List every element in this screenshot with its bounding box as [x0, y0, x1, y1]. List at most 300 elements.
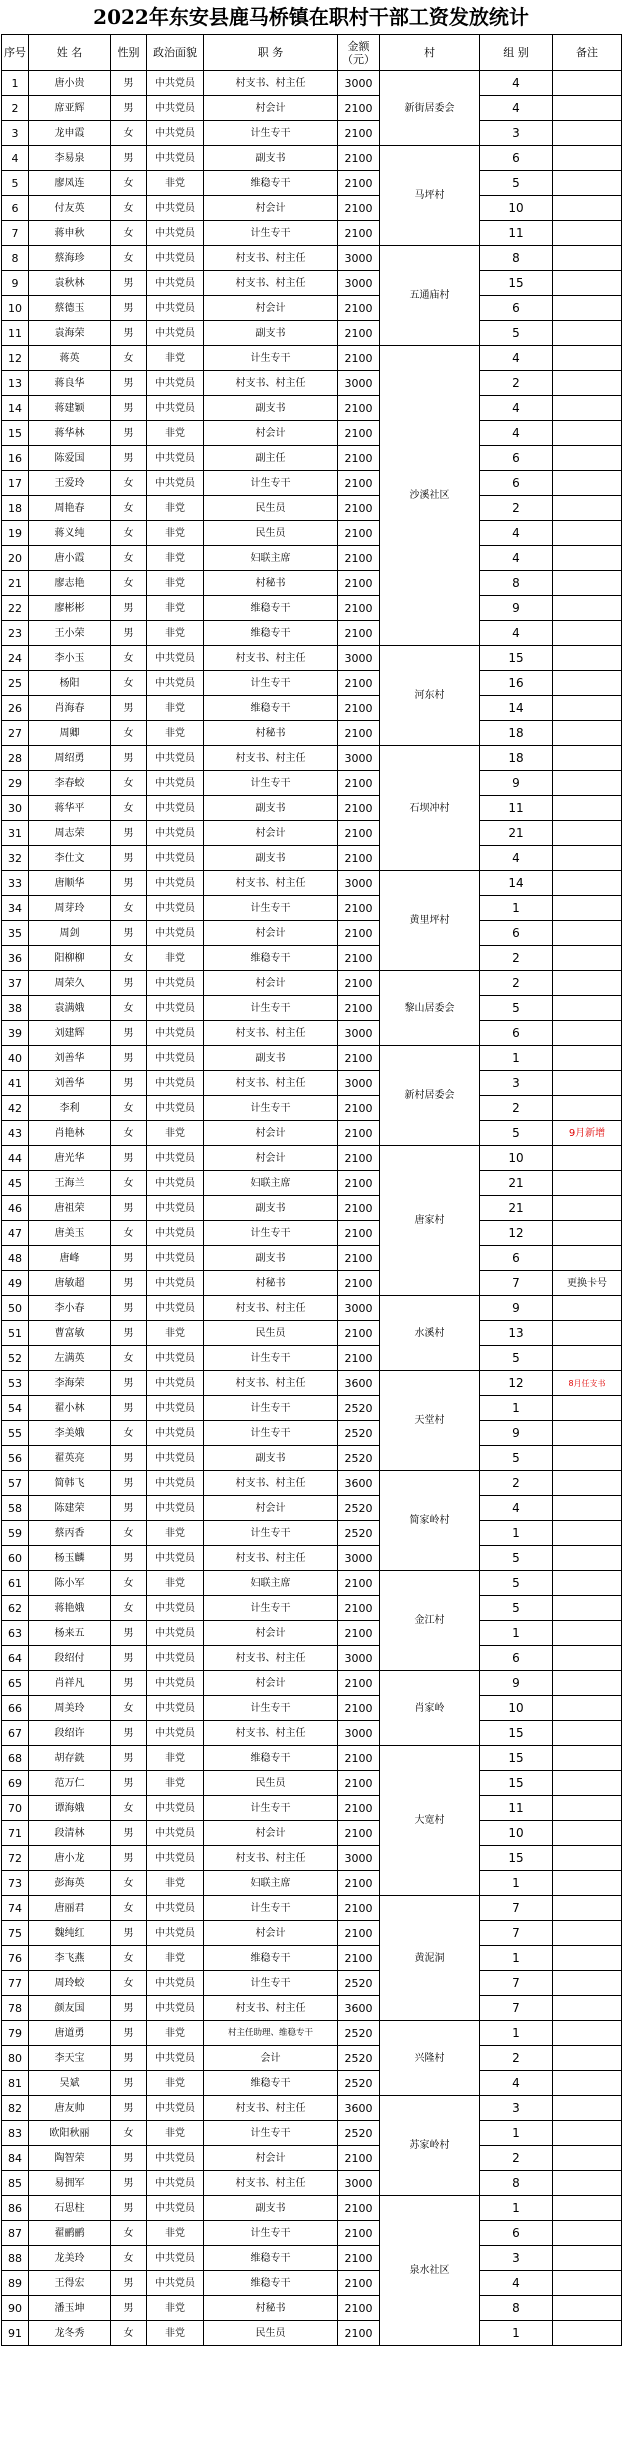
cell-name: 简韩飞 [29, 1471, 111, 1496]
cell-group: 2 [480, 2046, 553, 2071]
cell-politics: 中共党员 [147, 1496, 204, 1521]
cell-amount: 2100 [338, 2296, 380, 2321]
cell-remark [553, 496, 622, 521]
cell-group: 10 [480, 1146, 553, 1171]
cell-name: 蒋华林 [29, 421, 111, 446]
cell-amount: 2100 [338, 896, 380, 921]
cell-name: 石思柱 [29, 2196, 111, 2221]
cell-amount: 3600 [338, 2096, 380, 2121]
cell-remark [553, 1496, 622, 1521]
cell-group: 14 [480, 871, 553, 896]
cell-gender: 女 [111, 946, 147, 971]
cell-group: 1 [480, 1621, 553, 1646]
cell-group: 3 [480, 1071, 553, 1096]
table-row [2, 2296, 622, 2321]
cell-seq: 4 [2, 146, 29, 171]
cell-position: 副支书 [204, 2196, 338, 2221]
cell-position: 妇联主席 [204, 1171, 338, 1196]
table-row [2, 421, 622, 446]
cell-amount: 2100 [338, 696, 380, 721]
cell-group: 4 [480, 846, 553, 871]
cell-position: 副支书 [204, 846, 338, 871]
cell-name: 蒋义纯 [29, 521, 111, 546]
table-row [2, 871, 622, 896]
cell-group: 7 [480, 1271, 553, 1296]
cell-name: 李春蛟 [29, 771, 111, 796]
header-amount: 金额（元） [338, 35, 380, 71]
cell-group: 12 [480, 1371, 553, 1396]
cell-seq: 35 [2, 921, 29, 946]
cell-gender: 男 [111, 1621, 147, 1646]
cell-politics: 中共党员 [147, 1271, 204, 1296]
cell-politics: 中共党员 [147, 2046, 204, 2071]
cell-remark [553, 2321, 622, 2346]
cell-name: 李天宝 [29, 2046, 111, 2071]
cell-group: 6 [480, 1246, 553, 1271]
cell-politics: 非党 [147, 621, 204, 646]
cell-politics: 中共党员 [147, 2271, 204, 2296]
cell-politics: 中共党员 [147, 1296, 204, 1321]
cell-gender: 男 [111, 1146, 147, 1171]
table-row [2, 1496, 622, 1521]
cell-seq: 67 [2, 1721, 29, 1746]
cell-remark [553, 146, 622, 171]
cell-group: 2 [480, 1096, 553, 1121]
cell-group: 4 [480, 96, 553, 121]
cell-seq: 30 [2, 796, 29, 821]
cell-seq: 74 [2, 1896, 29, 1921]
cell-name: 蒋建颖 [29, 396, 111, 421]
cell-group: 7 [480, 1971, 553, 1996]
cell-seq: 33 [2, 871, 29, 896]
cell-amount: 2100 [338, 1121, 380, 1146]
cell-remark [553, 721, 622, 746]
cell-politics: 中共党员 [147, 396, 204, 421]
cell-position: 村会计 [204, 2146, 338, 2171]
cell-politics: 中共党员 [147, 371, 204, 396]
cell-remark: 8月任支书 [553, 1371, 622, 1396]
cell-amount: 2100 [338, 921, 380, 946]
cell-amount: 2100 [338, 1571, 380, 1596]
table-row [2, 1946, 622, 1971]
cell-remark [553, 1696, 622, 1721]
cell-remark [553, 796, 622, 821]
table-row [2, 1996, 622, 2021]
cell-group: 21 [480, 1196, 553, 1221]
cell-politics: 中共党员 [147, 821, 204, 846]
cell-name: 唐峰 [29, 1246, 111, 1271]
table-row [2, 1721, 622, 1746]
cell-gender: 男 [111, 1296, 147, 1321]
cell-politics: 中共党员 [147, 1246, 204, 1271]
cell-amount: 3000 [338, 2171, 380, 2196]
cell-position: 计生专干 [204, 1396, 338, 1421]
cell-seq: 66 [2, 1696, 29, 1721]
cell-position: 计生专干 [204, 1596, 338, 1621]
cell-name: 唐小霞 [29, 546, 111, 571]
cell-name: 王海兰 [29, 1171, 111, 1196]
cell-politics: 中共党员 [147, 846, 204, 871]
cell-amount: 2100 [338, 1821, 380, 1846]
cell-amount: 2100 [338, 446, 380, 471]
cell-gender: 男 [111, 1721, 147, 1746]
cell-politics: 中共党员 [147, 746, 204, 771]
cell-gender: 男 [111, 1921, 147, 1946]
table-row [2, 221, 622, 246]
table-row [2, 671, 622, 696]
cell-group: 1 [480, 1046, 553, 1071]
table-row [2, 1796, 622, 1821]
cell-group: 5 [480, 1596, 553, 1621]
cell-position: 维稳专干 [204, 2246, 338, 2271]
cell-amount: 2100 [338, 1346, 380, 1371]
cell-politics: 非党 [147, 346, 204, 371]
cell-amount: 2100 [338, 1046, 380, 1071]
cell-seq: 76 [2, 1946, 29, 1971]
cell-name: 唐丽君 [29, 1896, 111, 1921]
cell-group: 15 [480, 1721, 553, 1746]
cell-position: 副支书 [204, 146, 338, 171]
cell-village: 水溪村 [380, 1296, 480, 1371]
cell-name: 周志荣 [29, 821, 111, 846]
cell-remark [553, 1071, 622, 1096]
cell-seq: 39 [2, 1021, 29, 1046]
cell-amount: 2100 [338, 346, 380, 371]
cell-remark [553, 2146, 622, 2171]
page-title: 2022年东安县鹿马桥镇在职村干部工资发放统计 [93, 5, 529, 29]
cell-name: 唐祖荣 [29, 1196, 111, 1221]
cell-name: 胡存銑 [29, 1746, 111, 1771]
cell-group: 1 [480, 2196, 553, 2221]
table-row [2, 2071, 622, 2096]
table-row [2, 121, 622, 146]
cell-name: 廖彬彬 [29, 596, 111, 621]
cell-seq: 17 [2, 471, 29, 496]
cell-gender: 男 [111, 746, 147, 771]
cell-seq: 73 [2, 1871, 29, 1896]
cell-remark [553, 1146, 622, 1171]
cell-position: 维稳专干 [204, 2071, 338, 2096]
cell-politics: 非党 [147, 1121, 204, 1146]
cell-position: 村支书、村主任 [204, 1071, 338, 1096]
cell-gender: 男 [111, 1271, 147, 1296]
cell-name: 蒋良华 [29, 371, 111, 396]
cell-politics: 中共党员 [147, 121, 204, 146]
cell-group: 1 [480, 1521, 553, 1546]
cell-group: 1 [480, 1396, 553, 1421]
cell-seq: 23 [2, 621, 29, 646]
cell-name: 周剑 [29, 921, 111, 946]
cell-remark [553, 471, 622, 496]
cell-name: 龙申霞 [29, 121, 111, 146]
cell-group: 15 [480, 271, 553, 296]
cell-name: 欧阳秋丽 [29, 2121, 111, 2146]
cell-politics: 非党 [147, 2021, 204, 2046]
cell-gender: 女 [111, 571, 147, 596]
cell-amount: 2520 [338, 1521, 380, 1546]
table-row [2, 2171, 622, 2196]
cell-politics: 中共党员 [147, 1046, 204, 1071]
cell-seq: 89 [2, 2271, 29, 2296]
cell-name: 袁满娥 [29, 996, 111, 1021]
cell-village: 新街居委会 [380, 71, 480, 146]
table-row [2, 646, 622, 671]
cell-position: 民生员 [204, 1321, 338, 1346]
cell-name: 袁海荣 [29, 321, 111, 346]
cell-name: 段清林 [29, 1821, 111, 1846]
table-row [2, 1246, 622, 1271]
header-group: 组 别 [480, 35, 553, 71]
cell-name: 龙美玲 [29, 2246, 111, 2271]
cell-remark [553, 371, 622, 396]
cell-group: 5 [480, 171, 553, 196]
cell-gender: 男 [111, 1021, 147, 1046]
cell-gender: 男 [111, 1396, 147, 1421]
cell-seq: 3 [2, 121, 29, 146]
cell-politics: 中共党员 [147, 321, 204, 346]
cell-seq: 20 [2, 546, 29, 571]
cell-gender: 男 [111, 921, 147, 946]
cell-name: 蔡德玉 [29, 296, 111, 321]
cell-position: 计生专干 [204, 771, 338, 796]
cell-name: 肖海春 [29, 696, 111, 721]
cell-village: 新村居委会 [380, 1046, 480, 1146]
cell-remark [553, 2121, 622, 2146]
cell-amount: 2100 [338, 1196, 380, 1221]
cell-seq: 68 [2, 1746, 29, 1771]
cell-remark [553, 1546, 622, 1571]
cell-amount: 2100 [338, 1896, 380, 1921]
cell-remark [553, 946, 622, 971]
cell-position: 村会计 [204, 921, 338, 946]
cell-position: 村支书、村主任 [204, 1296, 338, 1321]
cell-gender: 女 [111, 1896, 147, 1921]
cell-seq: 29 [2, 771, 29, 796]
table-row [2, 71, 622, 96]
cell-seq: 53 [2, 1371, 29, 1396]
cell-politics: 中共党员 [147, 1221, 204, 1246]
cell-amount: 2100 [338, 396, 380, 421]
cell-position: 计生专干 [204, 1521, 338, 1546]
table-row [2, 1546, 622, 1571]
cell-seq: 79 [2, 2021, 29, 2046]
cell-amount: 3000 [338, 871, 380, 896]
cell-name: 周艳春 [29, 496, 111, 521]
cell-politics: 中共党员 [147, 246, 204, 271]
header-village: 村 [380, 35, 480, 71]
cell-gender: 女 [111, 121, 147, 146]
cell-amount: 2100 [338, 1096, 380, 1121]
cell-amount: 2100 [338, 1321, 380, 1346]
table-row [2, 571, 622, 596]
cell-seq: 40 [2, 1046, 29, 1071]
cell-group: 5 [480, 996, 553, 1021]
cell-seq: 42 [2, 1096, 29, 1121]
cell-group: 6 [480, 921, 553, 946]
cell-position: 村支书、村主任 [204, 1471, 338, 1496]
cell-village: 唐家村 [380, 1146, 480, 1296]
cell-politics: 中共党员 [147, 1171, 204, 1196]
header-politics: 政治面貌 [147, 35, 204, 71]
cell-position: 副支书 [204, 1446, 338, 1471]
cell-gender: 女 [111, 1696, 147, 1721]
cell-name: 谭海娥 [29, 1796, 111, 1821]
cell-amount: 2100 [338, 1871, 380, 1896]
cell-village: 河东村 [380, 646, 480, 746]
table-row [2, 1596, 622, 1621]
cell-seq: 18 [2, 496, 29, 521]
cell-position: 计生专干 [204, 1796, 338, 1821]
cell-gender: 男 [111, 271, 147, 296]
cell-remark [553, 521, 622, 546]
cell-group: 11 [480, 221, 553, 246]
cell-seq: 48 [2, 1246, 29, 1271]
cell-position: 副主任 [204, 446, 338, 471]
cell-amount: 3000 [338, 1846, 380, 1871]
cell-remark [553, 846, 622, 871]
cell-remark [553, 2296, 622, 2321]
cell-politics: 非党 [147, 1771, 204, 1796]
cell-position: 副支书 [204, 1246, 338, 1271]
cell-gender: 女 [111, 2321, 147, 2346]
cell-amount: 2100 [338, 1246, 380, 1271]
cell-gender: 男 [111, 2196, 147, 2221]
cell-position: 村会计 [204, 1496, 338, 1521]
cell-name: 蒋英 [29, 346, 111, 371]
table-row [2, 271, 622, 296]
cell-remark [553, 971, 622, 996]
cell-gender: 女 [111, 1521, 147, 1546]
cell-village: 黄里坪村 [380, 871, 480, 971]
cell-name: 席亚辉 [29, 96, 111, 121]
cell-position: 维稳专干 [204, 171, 338, 196]
table-row [2, 896, 622, 921]
cell-politics: 中共党员 [147, 796, 204, 821]
cell-remark [553, 1596, 622, 1621]
cell-seq: 55 [2, 1421, 29, 1446]
cell-group: 4 [480, 621, 553, 646]
cell-position: 计生专干 [204, 1221, 338, 1246]
cell-group: 7 [480, 1921, 553, 1946]
cell-remark [553, 1846, 622, 1871]
cell-gender: 女 [111, 2221, 147, 2246]
cell-gender: 男 [111, 371, 147, 396]
cell-name: 李海荣 [29, 1371, 111, 1396]
cell-position: 妇联主席 [204, 1871, 338, 1896]
cell-name: 翟英亮 [29, 1446, 111, 1471]
cell-gender: 男 [111, 1246, 147, 1271]
cell-seq: 15 [2, 421, 29, 446]
cell-remark [553, 196, 622, 221]
cell-politics: 非党 [147, 2071, 204, 2096]
cell-remark [553, 1871, 622, 1896]
cell-seq: 88 [2, 2246, 29, 2271]
cell-gender: 女 [111, 1221, 147, 1246]
cell-remark [553, 171, 622, 196]
cell-name: 李小玉 [29, 646, 111, 671]
cell-name: 段绍付 [29, 1646, 111, 1671]
table-row [2, 921, 622, 946]
cell-politics: 中共党员 [147, 1721, 204, 1746]
cell-position: 民生员 [204, 521, 338, 546]
cell-name: 颜友国 [29, 1996, 111, 2021]
cell-gender: 女 [111, 1346, 147, 1371]
cell-seq: 2 [2, 96, 29, 121]
cell-seq: 47 [2, 1221, 29, 1246]
cell-gender: 男 [111, 2171, 147, 2196]
cell-gender: 男 [111, 821, 147, 846]
cell-politics: 中共党员 [147, 971, 204, 996]
cell-remark [553, 596, 622, 621]
cell-gender: 男 [111, 1546, 147, 1571]
cell-politics: 非党 [147, 2296, 204, 2321]
cell-name: 左满英 [29, 1346, 111, 1371]
cell-group: 15 [480, 1771, 553, 1796]
cell-politics: 中共党员 [147, 1921, 204, 1946]
cell-politics: 非党 [147, 596, 204, 621]
table-row [2, 1121, 622, 1146]
cell-politics: 中共党员 [147, 2146, 204, 2171]
cell-group: 6 [480, 146, 553, 171]
cell-position: 村支书、村主任 [204, 2171, 338, 2196]
cell-group: 2 [480, 971, 553, 996]
cell-remark [553, 1521, 622, 1546]
cell-group: 8 [480, 246, 553, 271]
cell-village: 天堂村 [380, 1371, 480, 1471]
table-row [2, 1021, 622, 1046]
cell-position: 计生专干 [204, 1971, 338, 1996]
table-row [2, 446, 622, 471]
cell-gender: 男 [111, 871, 147, 896]
cell-name: 范万仁 [29, 1771, 111, 1796]
cell-name: 陈小军 [29, 1571, 111, 1596]
cell-gender: 女 [111, 671, 147, 696]
cell-seq: 13 [2, 371, 29, 396]
cell-politics: 中共党员 [147, 196, 204, 221]
cell-amount: 3000 [338, 71, 380, 96]
cell-name: 易拥军 [29, 2171, 111, 2196]
table-row [2, 1371, 622, 1396]
cell-seq: 10 [2, 296, 29, 321]
cell-group: 1 [480, 2321, 553, 2346]
cell-village: 马坪村 [380, 146, 480, 246]
cell-position: 村会计 [204, 296, 338, 321]
cell-gender: 男 [111, 2046, 147, 2071]
cell-remark [553, 296, 622, 321]
cell-village: 泉水社区 [380, 2196, 480, 2346]
cell-politics: 中共党员 [147, 1146, 204, 1171]
table-row [2, 1471, 622, 1496]
table-row [2, 246, 622, 271]
cell-seq: 78 [2, 1996, 29, 2021]
cell-remark [553, 1421, 622, 1446]
cell-gender: 女 [111, 1121, 147, 1146]
cell-group: 4 [480, 396, 553, 421]
cell-politics: 中共党员 [147, 896, 204, 921]
table-row [2, 746, 622, 771]
cell-politics: 中共党员 [147, 1471, 204, 1496]
cell-remark [553, 621, 622, 646]
cell-politics: 非党 [147, 2121, 204, 2146]
cell-amount: 2100 [338, 2321, 380, 2346]
cell-group: 1 [480, 2021, 553, 2046]
cell-gender: 男 [111, 1196, 147, 1221]
cell-politics: 中共党员 [147, 1646, 204, 1671]
cell-name: 陶智荣 [29, 2146, 111, 2171]
cell-remark [553, 1746, 622, 1771]
cell-group: 5 [480, 1546, 553, 1571]
cell-amount: 2520 [338, 2121, 380, 2146]
